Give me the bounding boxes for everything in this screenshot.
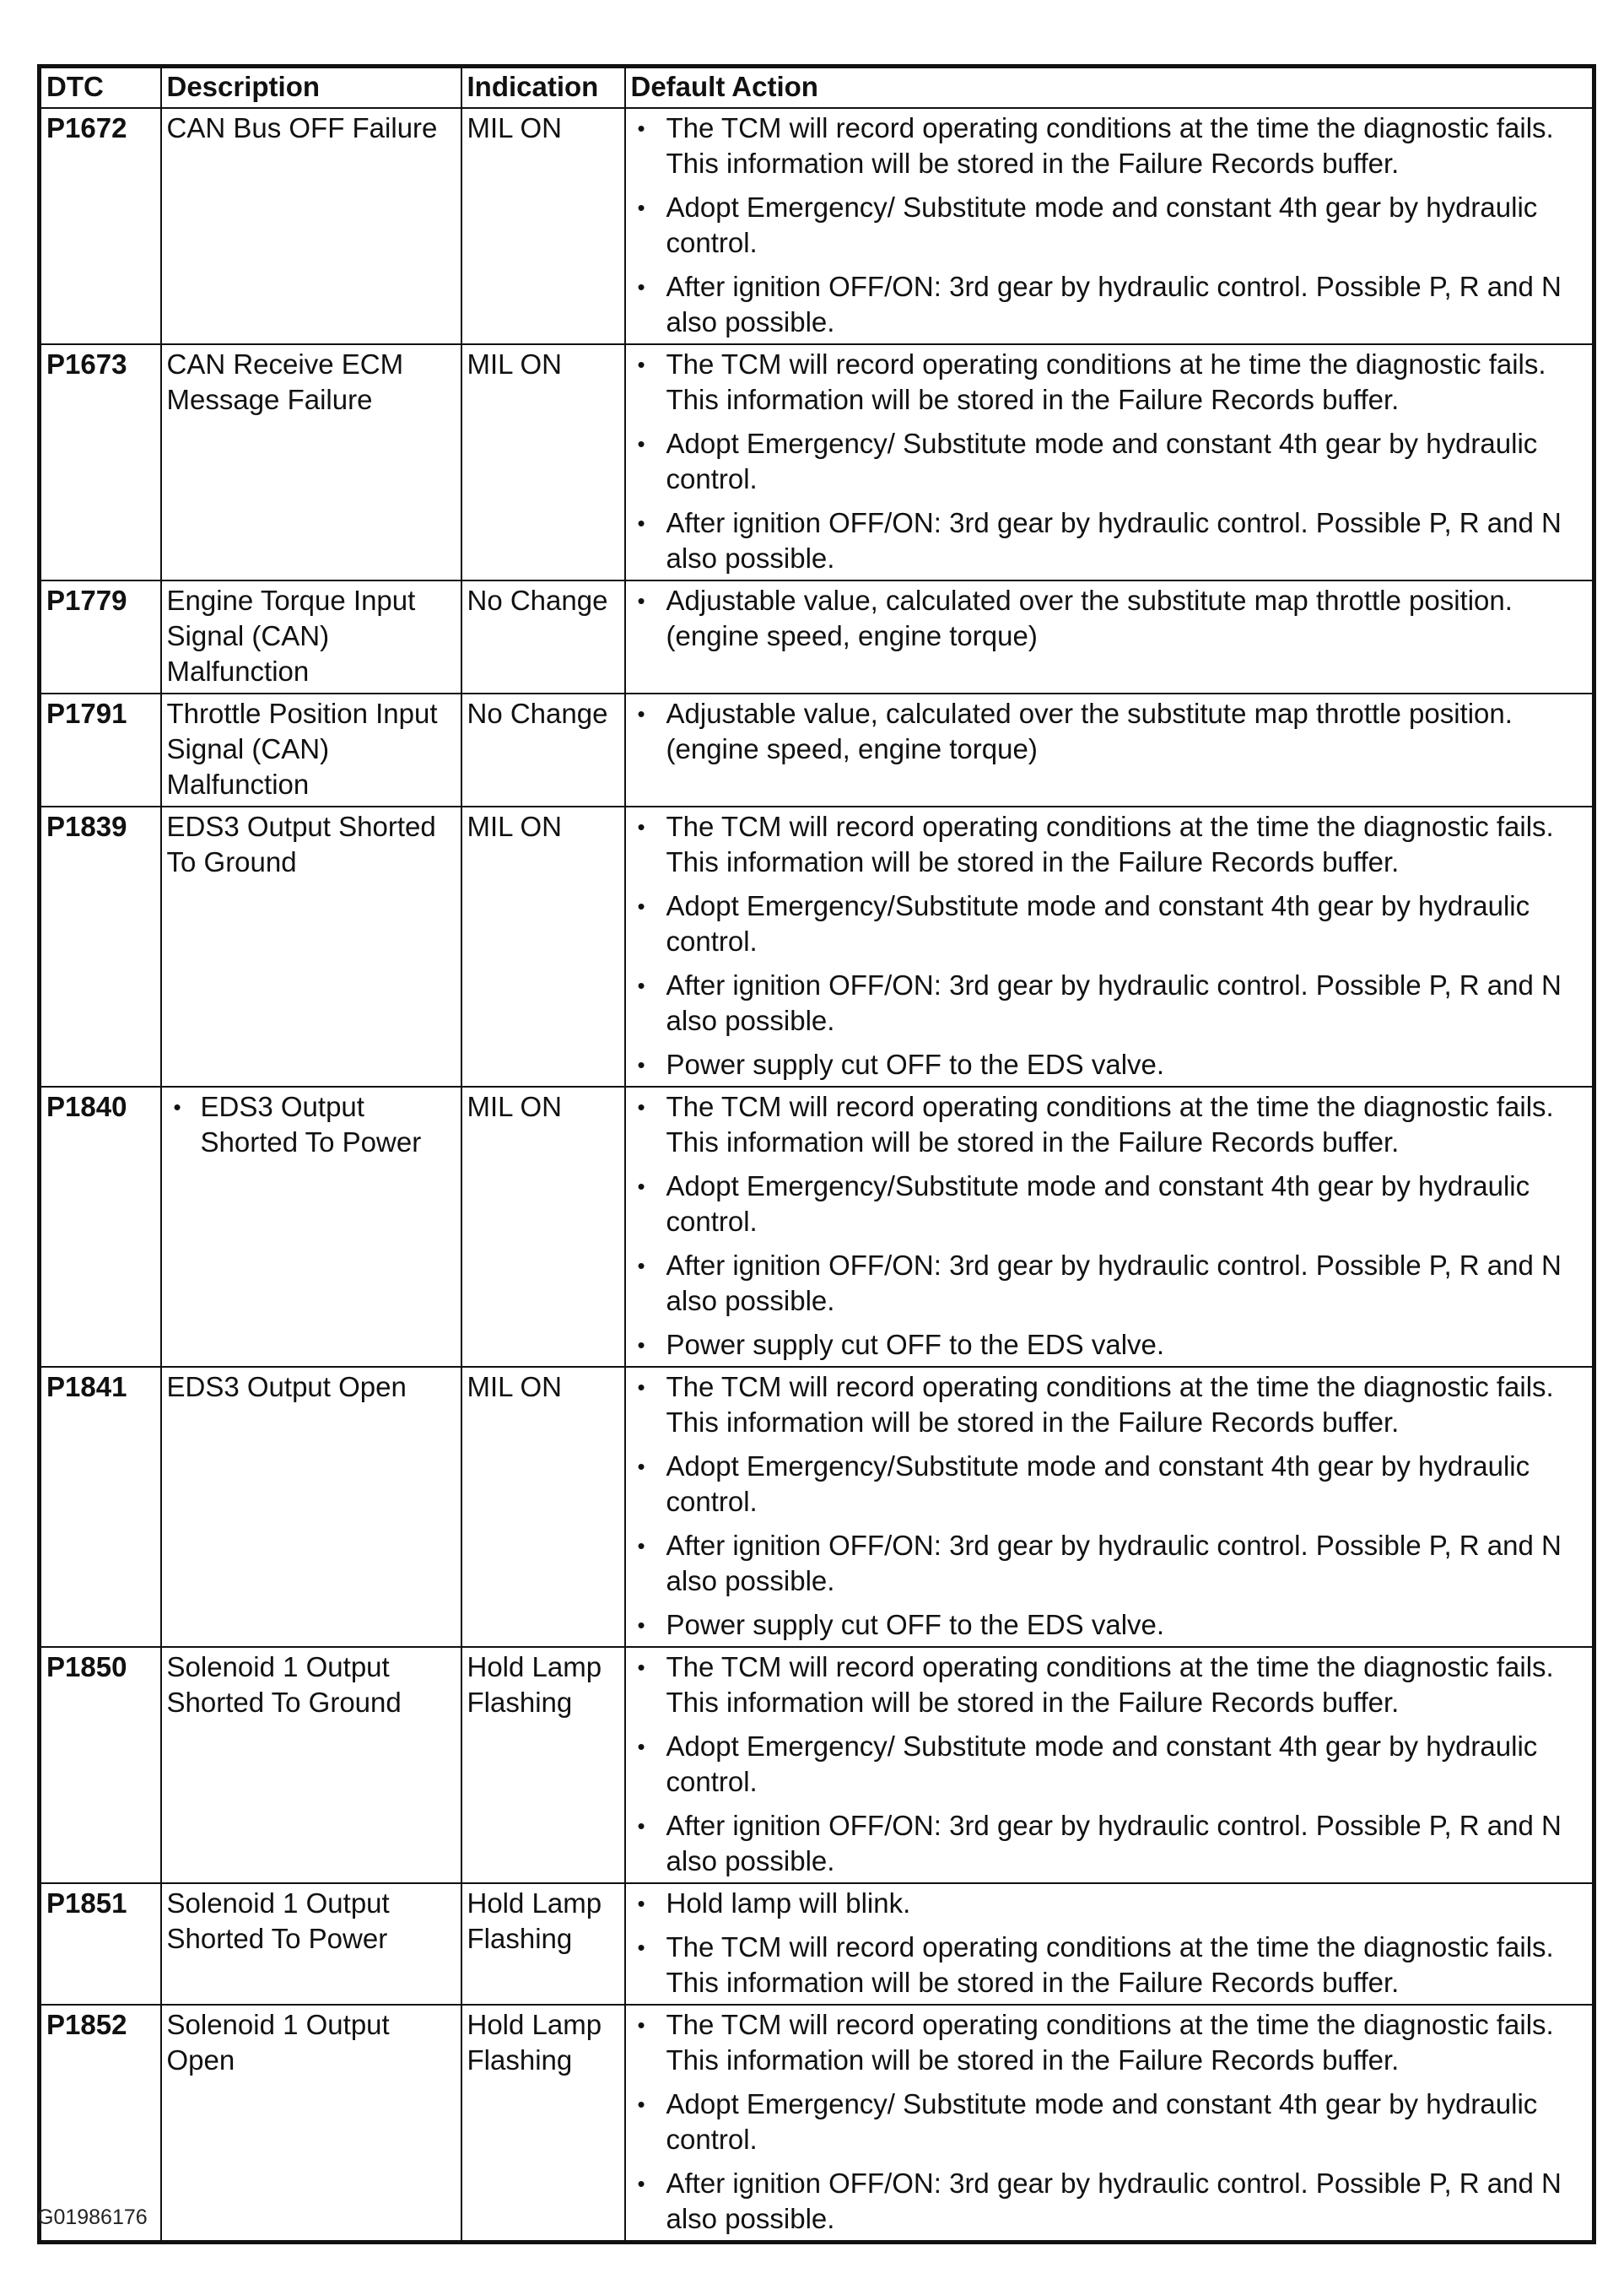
action-bullet-item: • Adopt Emergency/Substitute mode and constant 4th gear by hydraulic control. — [631, 1169, 1588, 1239]
dtc-code: P1779 — [40, 580, 161, 694]
dtc-default-action — [625, 2005, 1594, 2243]
action-bullet-item: • Adopt Emergency/Substitute mode and constant 4th gear by hydraulic control. — [631, 1449, 1588, 1520]
table-row — [40, 1367, 1594, 1647]
dtc-default-action — [625, 580, 1594, 694]
action-bullet-item: • Adjustable value, calculated over the substitute map throttle position. (engine speed, engine torque) — [631, 696, 1588, 767]
action-bullet-list — [631, 2007, 1588, 2237]
dtc-description: Throttle Position Input Signal (CAN) Malfunction — [161, 694, 461, 807]
dtc-indication: MIL ON — [461, 807, 625, 1087]
dtc-default-action — [625, 344, 1594, 580]
dtc-indication: MIL ON — [461, 108, 625, 344]
dtc-indication: MIL ON — [461, 1367, 625, 1647]
header-description: Description — [161, 67, 461, 109]
dtc-code: P1841 — [40, 1367, 161, 1647]
dtc-default-action — [625, 1087, 1594, 1367]
table-row — [40, 694, 1594, 807]
action-bullet-item: • Power supply cut OFF to the EDS valve. — [631, 1327, 1588, 1363]
action-bullet-item: • Power supply cut OFF to the EDS valve. — [631, 1607, 1588, 1643]
dtc-default-action — [625, 1883, 1594, 2005]
document-page — [37, 64, 1596, 2244]
table-row — [40, 344, 1594, 580]
action-bullet-item: • After ignition OFF/ON: 3rd gear by hydraulic control. Possible P, R and N also possible. — [631, 2166, 1588, 2237]
dtc-code: P1840 — [40, 1087, 161, 1367]
dtc-description: Solenoid 1 Output Shorted To Ground — [161, 1647, 461, 1883]
dtc-code: P1673 — [40, 344, 161, 580]
action-bullet-item: • Power supply cut OFF to the EDS valve. — [631, 1047, 1588, 1083]
table-row — [40, 1883, 1594, 2005]
dtc-code: P1850 — [40, 1647, 161, 1883]
action-bullet-list — [631, 1089, 1588, 1363]
dtc-indication: Hold Lamp Flashing — [461, 1647, 625, 1883]
action-bullet-item: • After ignition OFF/ON: 3rd gear by hydraulic control. Possible P, R and N also possible. — [631, 968, 1588, 1039]
figure-id: G01986176 — [37, 2206, 148, 2229]
table-header-row — [40, 67, 1594, 109]
action-bullet-item: • The TCM will record operating conditions at the time the diagnostic fails. This information will be stored in the Failure Records buffer. — [631, 1930, 1588, 2000]
action-bullet-item: • Adjustable value, calculated over the substitute map throttle position. (engine speed, engine torque) — [631, 583, 1588, 654]
dtc-default-action — [625, 1367, 1594, 1647]
action-bullet-list — [631, 347, 1588, 576]
action-bullet-item: • The TCM will record operating conditions at the time the diagnostic fails. This information will be stored in the Failure Records buffer. — [631, 1089, 1588, 1160]
action-bullet-list — [631, 809, 1588, 1083]
action-bullet-item: • The TCM will record operating conditions at the time the diagnostic fails. This information will be stored in the Failure Records buffer. — [631, 1649, 1588, 1720]
dtc-code: P1839 — [40, 807, 161, 1087]
table-row — [40, 2005, 1594, 2243]
table-row — [40, 1087, 1594, 1367]
action-bullet-item: • Adopt Emergency/ Substitute mode and constant 4th gear by hydraulic control. — [631, 426, 1588, 497]
dtc-indication: No Change — [461, 694, 625, 807]
dtc-default-action — [625, 807, 1594, 1087]
action-bullet-item: • After ignition OFF/ON: 3rd gear by hydraulic control. Possible P, R and N also possible. — [631, 269, 1588, 340]
action-bullet-item: • After ignition OFF/ON: 3rd gear by hydraulic control. Possible P, R and N also possible. — [631, 505, 1588, 576]
table-row — [40, 580, 1594, 694]
action-bullet-item: • After ignition OFF/ON: 3rd gear by hydraulic control. Possible P, R and N also possible. — [631, 1248, 1588, 1319]
description-bullet-item: • EDS3 Output Shorted To Power — [167, 1089, 456, 1160]
action-bullet-item: • After ignition OFF/ON: 3rd gear by hydraulic control. Possible P, R and N also possible. — [631, 1808, 1588, 1879]
table-row — [40, 108, 1594, 344]
action-bullet-item: • The TCM will record operating conditions at the time the diagnostic fails. This information will be stored in the Failure Records buffer. — [631, 2007, 1588, 2078]
header-default-action: Default Action — [625, 67, 1594, 109]
dtc-code: P1852 — [40, 2005, 161, 2243]
header-dtc: DTC — [40, 67, 161, 109]
action-bullet-list — [631, 1649, 1588, 1879]
dtc-indication: MIL ON — [461, 344, 625, 580]
dtc-default-action — [625, 694, 1594, 807]
dtc-description: EDS3 Output Shorted To Ground — [161, 807, 461, 1087]
action-bullet-item: • Adopt Emergency/Substitute mode and constant 4th gear by hydraulic control. — [631, 888, 1588, 959]
action-bullet-list — [631, 1886, 1588, 2000]
action-bullet-list — [631, 111, 1588, 340]
dtc-description: Solenoid 1 Output Open — [161, 2005, 461, 2243]
action-bullet-item: • Hold lamp will blink. — [631, 1886, 1588, 1921]
action-bullet-item: • Adopt Emergency/ Substitute mode and constant 4th gear by hydraulic control. — [631, 1729, 1588, 1800]
dtc-code: P1851 — [40, 1883, 161, 2005]
action-bullet-item: • Adopt Emergency/ Substitute mode and constant 4th gear by hydraulic control. — [631, 190, 1588, 261]
dtc-description: CAN Receive ECM Message Failure — [161, 344, 461, 580]
action-bullet-item: • After ignition OFF/ON: 3rd gear by hydraulic control. Possible P, R and N also possible. — [631, 1528, 1588, 1599]
dtc-indication: MIL ON — [461, 1087, 625, 1367]
dtc-indication: Hold Lamp Flashing — [461, 2005, 625, 2243]
dtc-indication: No Change — [461, 580, 625, 694]
dtc-description: CAN Bus OFF Failure — [161, 108, 461, 344]
table-row — [40, 807, 1594, 1087]
dtc-default-action — [625, 1647, 1594, 1883]
action-bullet-list — [631, 1369, 1588, 1643]
action-bullet-item: • The TCM will record operating conditions at the time the diagnostic fails. This information will be stored in the Failure Records buffer. — [631, 111, 1588, 181]
dtc-code: P1791 — [40, 694, 161, 807]
table-body — [40, 108, 1594, 2243]
dtc-indication: Hold Lamp Flashing — [461, 1883, 625, 2005]
dtc-code: P1672 — [40, 108, 161, 344]
dtc-default-action — [625, 108, 1594, 344]
action-bullet-item: • The TCM will record operating conditions at the time the diagnostic fails. This information will be stored in the Failure Records buffer. — [631, 809, 1588, 880]
action-bullet-list — [631, 696, 1588, 767]
action-bullet-item: • The TCM will record operating conditions at the time the diagnostic fails. This information will be stored in the Failure Records buffer. — [631, 1369, 1588, 1440]
header-indication: Indication — [461, 67, 625, 109]
action-bullet-item: • The TCM will record operating conditions at he time the diagnostic fails. This information will be stored in the Failure Records buffer. — [631, 347, 1588, 418]
dtc-table — [37, 64, 1596, 2244]
dtc-description: Solenoid 1 Output Shorted To Power — [161, 1883, 461, 2005]
table-row — [40, 1647, 1594, 1883]
dtc-description — [161, 1087, 461, 1367]
action-bullet-item: • Adopt Emergency/ Substitute mode and constant 4th gear by hydraulic control. — [631, 2087, 1588, 2157]
dtc-description: EDS3 Output Open — [161, 1367, 461, 1647]
action-bullet-list — [631, 583, 1588, 654]
dtc-description: Engine Torque Input Signal (CAN) Malfunction — [161, 580, 461, 694]
description-bullet-list — [167, 1089, 456, 1160]
